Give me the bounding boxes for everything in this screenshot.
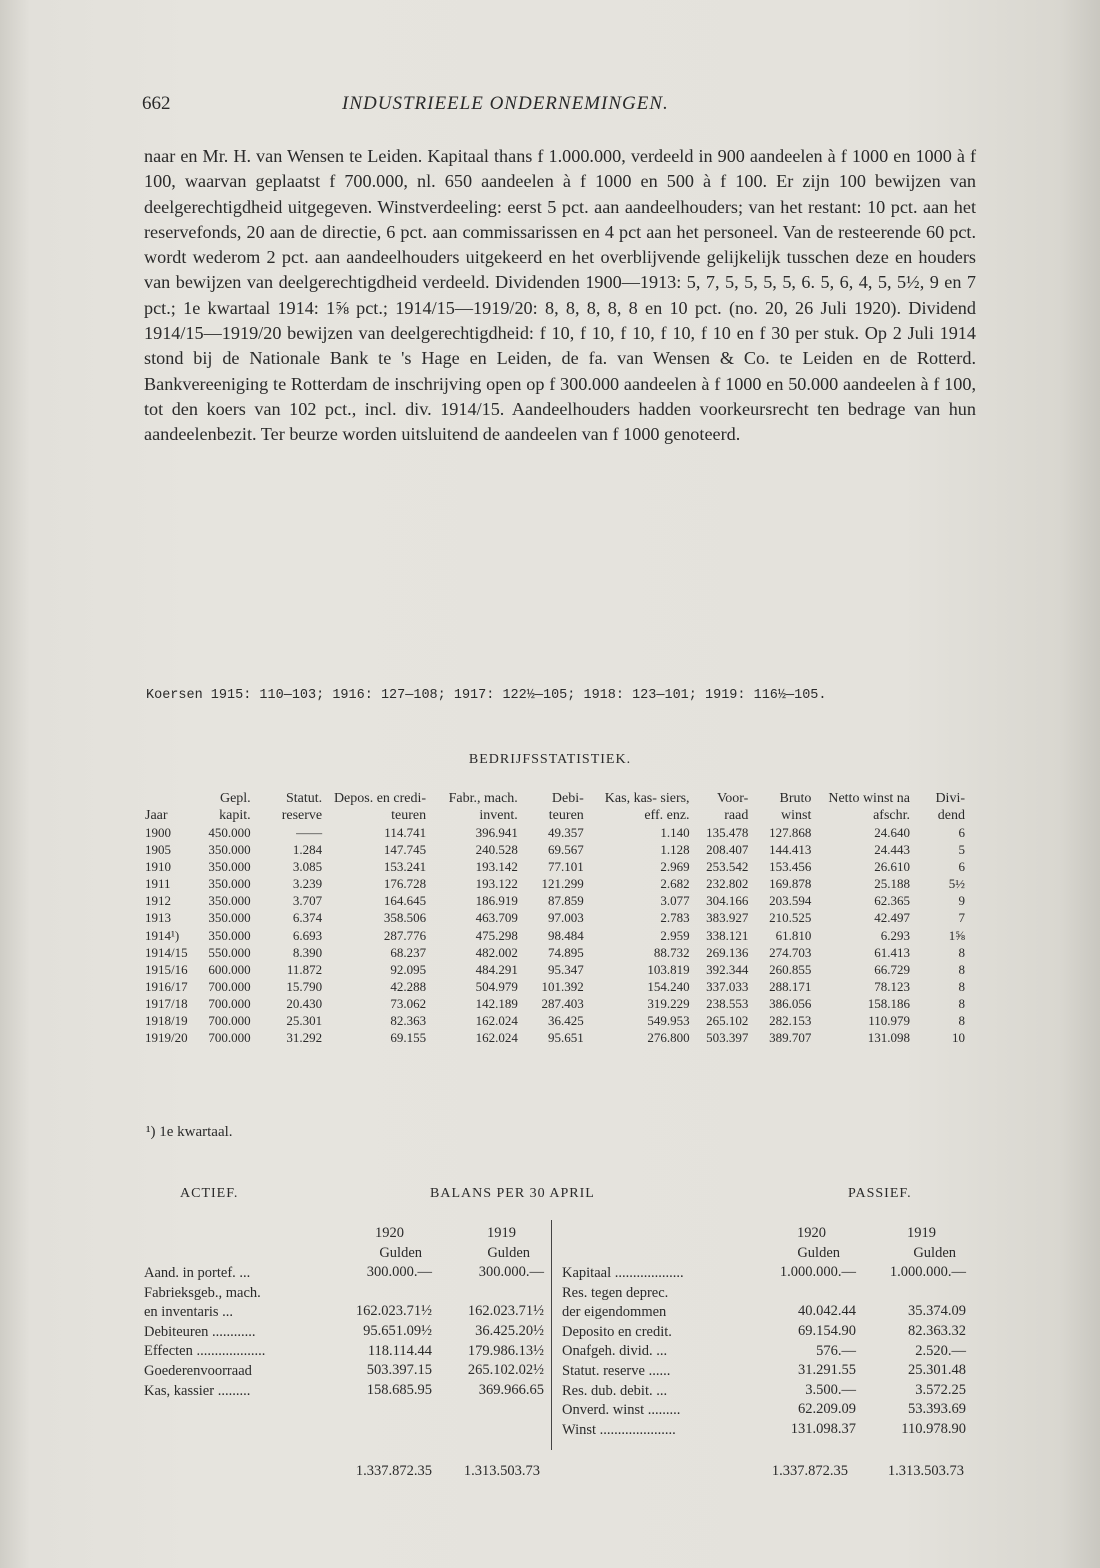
table-cell: 6 — [958, 859, 965, 875]
unit-header: Gulden — [487, 1244, 530, 1261]
table-cell: 95.651 — [548, 1030, 584, 1046]
table-cell: 503.397 — [706, 1030, 749, 1046]
table-cell: 68.237 — [390, 944, 427, 960]
column-header: Jaar — [145, 808, 168, 823]
table-row — [142, 824, 968, 841]
table-cell: 6.693 — [292, 927, 323, 943]
table-cell: 7 — [958, 910, 965, 926]
actief-1920-values — [336, 1263, 432, 1400]
table-cell: 319.229 — [647, 995, 690, 1011]
table-cell: 338.121 — [706, 927, 749, 943]
column-header: Gepl. kapit. — [219, 791, 251, 823]
column-header: Voor- raad — [716, 791, 749, 823]
table-cell: 153.456 — [769, 859, 812, 875]
table-row — [142, 909, 968, 926]
table-cell: 482.002 — [475, 944, 518, 960]
table-cell: 1914/15 — [145, 944, 188, 960]
balance-value: 179.986.13½ — [467, 1342, 544, 1359]
body-paragraph: naar en Mr. H. van Wensen te Leiden. Kapitaal thans f 1.000.000, verdeeld in 900 aandeelen à f 1000 en 1000 à f 100, waarvan geplaatst f 700.000, nl. 650 aandeelen à f 1000 en 500 à f 100. Er zijn 100 bewijzen van deelgerechtigdheid uitgegeven. Winstverdeeling: eerst 5 pct. aan aandeelhouders; van het restant: 10 pct. aan het reservefonds, 20 aan de directie, 6 pct. aan commissarissen en 4 pct aan het personeel. Van de resteerende 60 pct. wordt wederom 2 pct. aan aandeelhouders uitgekeerd en het overblijvende gelijkelijk tusschen deze en houders van bewijzen van deelgerechtigdheid verdeeld. Dividenden 1900—1913: 5, 7, 5, 5, 5, 5, 6. 5, 6, 4, 5, 5½, 9 en 7 pct.; 1e kwartaal 1914: 1⅝ pct.; 1914/15—1919/20: 8, 8, 8, 8, 8 en 10 pct. (no. 20, 26 Juli 1920). Dividend 1914/15—1919/20 bewijzen van deelgerechtigdheid: f 10, f 10, f 10, f 10, f 10 en f 30 per stuk. Op 2 Juli 1914 stond bij de Nationale Bank te 's Hage en Leiden, de fa. van Wensen & Co. te Leiden en de Rotterd. Bankvereeniging te Rotterdam de inschrijving open op f 300.000 aandeelen à f 1000 en 50.000 aandeelen à f 100, tot den koers van 102 pct., incl. div. 1914/15. Aandeelhouders hadden voorkeursrecht ten bedrage van hun aandeelenbezit. Ter beurze worden uitsluitend de aandeelen van f 1000 genoteerd. — [144, 146, 976, 445]
passief-labels — [562, 1264, 762, 1440]
table-cell: 350.000 — [208, 876, 251, 892]
table-cell: 396.941 — [475, 825, 518, 840]
balance-value: 118.114.44 — [367, 1342, 432, 1359]
table-cell: 36.425 — [548, 1013, 584, 1029]
table-cell: 144.413 — [769, 842, 812, 858]
balance-divider — [551, 1220, 552, 1450]
table-cell: 203.594 — [769, 893, 812, 909]
table-cell: 169.878 — [769, 876, 812, 892]
business-statistics-table — [142, 790, 968, 1046]
table-cell: 11.872 — [286, 961, 323, 977]
unit-header: Gulden — [913, 1244, 956, 1261]
table-row — [142, 875, 968, 892]
table-cell: 142.189 — [475, 995, 518, 1011]
table-cell: 287.403 — [541, 995, 584, 1011]
table-cell: 74.895 — [548, 944, 584, 960]
table-cell: 450.000 — [208, 825, 251, 840]
table-cell: 61.413 — [874, 944, 910, 960]
balance-line-label: en inventaris ... — [144, 1304, 233, 1321]
column-header: Netto winst na afschr. — [828, 791, 910, 823]
balance-value: 158.685.95 — [366, 1381, 432, 1398]
table-cell: 78.123 — [874, 978, 910, 994]
table-cell: 1919/20 — [145, 1030, 188, 1046]
table-cell: 700.000 — [208, 1013, 251, 1029]
balance-line-label: Effecten ................... — [144, 1343, 266, 1360]
table-cell: 240.528 — [475, 842, 518, 858]
table-cell: 176.728 — [383, 876, 427, 892]
table-cell: 304.166 — [706, 893, 749, 909]
table-cell: 238.553 — [706, 995, 749, 1011]
column-header: Divi- dend — [935, 791, 965, 823]
table-cell: 208.407 — [706, 842, 749, 858]
balance-value: 62.209.09 — [798, 1401, 856, 1418]
table-cell: 700.000 — [208, 1030, 251, 1046]
table-cell: 3.085 — [292, 859, 323, 875]
total-passief-1919: 1.313.503.73 — [887, 1463, 964, 1479]
table-cell: 61.810 — [775, 927, 812, 943]
table-cell: 350.000 — [208, 859, 251, 875]
table-cell: 131.098 — [867, 1030, 910, 1046]
balance-line-label: Fabrieksgeb., mach. — [144, 1284, 261, 1301]
table-cell: 3.707 — [292, 893, 323, 909]
table-cell: 98.484 — [548, 927, 584, 943]
balance-value: 369.966.65 — [478, 1381, 544, 1398]
table-cell: 504.979 — [475, 978, 518, 994]
table-cell: 276.800 — [647, 1030, 690, 1046]
column-header: Kas, kas- siers, eff. enz. — [604, 791, 690, 823]
year-header: 1920 — [375, 1225, 404, 1241]
balance-value: 40.042.44 — [798, 1303, 856, 1320]
table-row — [142, 995, 968, 1012]
table-cell: 87.859 — [548, 893, 584, 909]
balance-value: 162.023.71½ — [467, 1303, 544, 1320]
table-cell: 8 — [958, 1013, 965, 1029]
company-description — [144, 144, 976, 448]
balance-value: 3.572.25 — [915, 1381, 966, 1398]
table-cell: 269.136 — [706, 944, 749, 960]
unit-header: Gulden — [379, 1244, 422, 1261]
table-cell: 475.298 — [475, 927, 518, 943]
table-cell: 20.430 — [286, 995, 323, 1011]
table-cell: 69.155 — [390, 1030, 427, 1046]
table-cell: 114.741 — [384, 825, 427, 840]
table-cell: 1910 — [145, 859, 171, 875]
table-cell: 2.682 — [660, 876, 690, 892]
table-cell: 549.953 — [647, 1013, 690, 1029]
page-number: 662 — [142, 93, 171, 114]
balance-line-label: Statut. reserve ...... — [562, 1362, 671, 1379]
table-cell: 1.128 — [660, 842, 690, 858]
balance-value: 1.000.000.— — [779, 1264, 856, 1281]
table-cell: 31.292 — [286, 1030, 323, 1046]
table-cell: 77.101 — [548, 859, 584, 875]
table-row — [142, 961, 968, 978]
footnote: ¹) 1e kwartaal. — [146, 1124, 233, 1140]
balance-value: 25.301.48 — [908, 1362, 966, 1379]
balance-line-label: Debiteuren ............ — [144, 1323, 256, 1340]
balance-actief-label: ACTIEF. — [180, 1186, 239, 1201]
table-header-row — [142, 790, 968, 824]
total-actief-1920: 1.337.872.35 — [355, 1463, 432, 1479]
table-cell: 1916/17 — [145, 978, 188, 994]
table-body — [142, 824, 968, 1046]
table-cell: 386.056 — [769, 995, 812, 1011]
table-cell: 350.000 — [208, 927, 251, 943]
table-cell: 1917/18 — [145, 995, 188, 1011]
balance-value: 82.363.32 — [908, 1322, 966, 1339]
table-cell: 484.291 — [475, 961, 518, 977]
table-cell: 232.802 — [706, 876, 749, 892]
balance-value: 300.000.— — [478, 1264, 544, 1281]
balance-value: 576.— — [816, 1342, 856, 1359]
balance-value: 2.520.— — [915, 1342, 966, 1359]
year-header: 1919 — [487, 1225, 516, 1241]
column-header: Depos. en credi- teuren — [333, 791, 427, 823]
balance-line-label: Winst ..................... — [562, 1421, 676, 1438]
table-cell: 1911 — [145, 876, 171, 892]
balance-line-label: Kapitaal ................... — [562, 1265, 684, 1281]
table-cell: 186.919 — [475, 893, 518, 909]
passief-1920-column — [756, 1224, 856, 1440]
table-cell: 700.000 — [208, 995, 251, 1011]
table-cell: 1915/16 — [145, 961, 188, 977]
table-cell: 6.374 — [292, 910, 323, 926]
table-cell: 103.819 — [647, 961, 690, 977]
table-cell: 25.188 — [874, 876, 910, 892]
table-cell: 101.392 — [541, 978, 584, 994]
table-cell: 550.000 — [208, 944, 251, 960]
balance-value: 95.651.09½ — [363, 1322, 432, 1339]
table-cell: 350.000 — [208, 910, 251, 926]
table-cell: 260.855 — [769, 961, 812, 977]
balance-value: 110.978.90 — [901, 1420, 966, 1437]
balance-line-label: Aand. in portef. ... — [144, 1265, 251, 1281]
table-row — [142, 1012, 968, 1029]
table-cell: 110.979 — [868, 1013, 910, 1029]
year-header: 1919 — [907, 1225, 936, 1241]
table-cell: 135.478 — [706, 825, 749, 840]
balance-value: 300.000.— — [366, 1264, 432, 1281]
table-cell: 1918/19 — [145, 1013, 188, 1029]
table-cell: 3.077 — [660, 893, 690, 909]
table-cell: 358.506 — [383, 910, 427, 926]
balance-value: 503.397.15 — [366, 1362, 432, 1379]
table-cell: 288.171 — [769, 978, 812, 994]
table-cell: 8.390 — [292, 944, 323, 960]
table-cell: 1912 — [145, 893, 171, 909]
unit-header: Gulden — [797, 1244, 840, 1261]
table-cell: 265.102 — [706, 1013, 749, 1029]
table-row — [142, 978, 968, 995]
actief-labels — [144, 1264, 334, 1401]
year-header: 1920 — [797, 1225, 826, 1241]
table-cell: 73.062 — [390, 995, 427, 1011]
table-cell: —— — [296, 825, 323, 840]
table-cell: 88.732 — [653, 944, 690, 960]
balance-line-label: Kas, kassier ......... — [144, 1382, 251, 1399]
balance-value: 3.500.— — [805, 1381, 856, 1398]
table-cell: 700.000 — [208, 978, 251, 994]
table-cell: 1900 — [145, 825, 171, 840]
table-cell: 383.927 — [706, 910, 749, 926]
table-cell: 350.000 — [208, 893, 251, 909]
table-cell: 154.240 — [647, 978, 690, 994]
total-actief-1919: 1.313.503.73 — [463, 1463, 540, 1479]
table-cell: 193.122 — [475, 876, 518, 892]
passief-1920-values — [756, 1263, 856, 1439]
total-passief-1920: 1.337.872.35 — [771, 1463, 848, 1479]
table-cell: 26.610 — [874, 859, 910, 875]
balance-value: 131.098.37 — [790, 1420, 856, 1437]
balance-value: 162.023.71½ — [355, 1303, 432, 1320]
table-cell: 121.299 — [541, 876, 584, 892]
actief-1919-values — [440, 1263, 544, 1400]
table-row — [142, 1029, 968, 1046]
balance-value: 36.425.20½ — [475, 1322, 544, 1339]
column-header: Debi- teuren — [548, 791, 584, 823]
table-row — [142, 927, 968, 944]
table-cell: 5 — [958, 842, 965, 858]
table-cell: 253.542 — [706, 859, 749, 875]
table-cell: 193.142 — [475, 859, 518, 875]
table-cell: 97.003 — [548, 910, 584, 926]
table-row — [142, 841, 968, 858]
column-header: Bruto winst — [779, 791, 812, 823]
table-cell: 95.347 — [548, 961, 584, 977]
table-cell: 15.790 — [286, 978, 323, 994]
balance-value: 35.374.09 — [908, 1303, 966, 1320]
table-cell: 8 — [958, 944, 965, 960]
table-cell: 24.443 — [874, 842, 910, 858]
table-cell: 5½ — [948, 876, 965, 892]
table-cell: 25.301 — [286, 1013, 323, 1029]
table-cell: 392.344 — [706, 961, 749, 977]
table-cell: 82.363 — [390, 1013, 427, 1029]
table-cell: 389.707 — [769, 1030, 812, 1046]
table-cell: 6.293 — [880, 927, 910, 943]
balance-value: 53.393.69 — [908, 1401, 966, 1418]
table-cell: 8 — [958, 961, 965, 977]
table-cell: 42.497 — [874, 910, 910, 926]
balance-line-label: Res. dub. debit. ... — [562, 1382, 668, 1399]
table-row — [142, 944, 968, 961]
table-cell: 69.567 — [548, 842, 584, 858]
passief-1919-column — [862, 1224, 966, 1440]
table-cell: 153.241 — [383, 859, 427, 875]
table-cell: 92.095 — [390, 961, 427, 977]
running-header — [142, 93, 972, 117]
balance-value: 265.102.02½ — [467, 1362, 544, 1379]
table-cell: 8 — [958, 978, 965, 994]
table-cell: 2.959 — [660, 927, 690, 943]
table-cell: 62.365 — [874, 893, 910, 909]
passief-1919-values — [862, 1263, 966, 1439]
balance-line-label: Res. tegen deprec. — [562, 1284, 669, 1301]
table-cell: 282.153 — [769, 1013, 812, 1029]
table-cell: 463.709 — [475, 910, 518, 926]
table-cell: 350.000 — [208, 842, 251, 858]
share-prices-line: Koersen 1915: 110—103; 1916: 127—108; 1917: 122½—105; 1918: 123—101; 1919: 116½—105. — [146, 688, 827, 703]
balance-value: 69.154.90 — [798, 1322, 856, 1339]
balance-value: 31.291.55 — [798, 1362, 856, 1379]
table-cell: 24.640 — [874, 825, 910, 840]
table-cell: 66.729 — [874, 961, 910, 977]
balance-value — [862, 1283, 966, 1303]
table-cell: 337.033 — [706, 978, 749, 994]
table-cell: 210.525 — [769, 910, 812, 926]
balance-line-label: Deposito en credit. — [562, 1323, 672, 1340]
table-cell: 127.868 — [769, 825, 812, 840]
table-cell: 1.140 — [660, 825, 690, 840]
table-cell: 2.783 — [660, 910, 690, 926]
actief-1920-column — [336, 1224, 432, 1400]
balance-line-label: Onverd. winst ......... — [562, 1402, 681, 1419]
table-cell: 10 — [952, 1030, 965, 1046]
table-cell: 287.776 — [383, 927, 427, 943]
balance-value — [756, 1283, 856, 1303]
table-cell: 9 — [958, 893, 965, 909]
table-cell: 147.745 — [383, 842, 427, 858]
balance-value — [336, 1283, 432, 1303]
table-cell: 1914¹) — [145, 927, 180, 943]
table-cell: 164.645 — [383, 893, 427, 909]
table-cell: 600.000 — [208, 961, 251, 977]
balance-passief-label: PASSIEF. — [848, 1186, 912, 1201]
column-header: Statut. reserve — [281, 791, 323, 823]
column-header: Fabr., mach. invent. — [448, 791, 518, 823]
table-cell: 49.357 — [548, 825, 584, 840]
table-cell: 274.703 — [769, 944, 812, 960]
table-row — [142, 892, 968, 909]
table-cell: 2.969 — [660, 859, 690, 875]
stats-title: BEDRIJFSSTATISTIEK. — [468, 752, 632, 767]
table-cell: 3.239 — [292, 876, 323, 892]
running-title: INDUSTRIEELE ONDERNEMINGEN. — [342, 93, 669, 114]
table-cell: 1905 — [145, 842, 171, 858]
table-cell: 42.288 — [390, 978, 427, 994]
balance-value: 1.000.000.— — [889, 1264, 966, 1281]
table-cell: 1.284 — [292, 842, 323, 858]
balance-line-label: Onafgeh. divid. ... — [562, 1343, 668, 1360]
table-cell: 162.024 — [475, 1030, 518, 1046]
table-cell: 162.024 — [475, 1013, 518, 1029]
table-row — [142, 858, 968, 875]
table-cell: 1913 — [145, 910, 171, 926]
table-cell: 6 — [958, 825, 965, 840]
balance-line-label: Goederenvoorraad — [144, 1362, 252, 1379]
balance-value — [440, 1283, 544, 1303]
table-cell: 8 — [958, 995, 965, 1011]
balance-line-label: der eigendommen — [562, 1304, 667, 1321]
balance-title: BALANS PER 30 APRIL — [430, 1186, 595, 1201]
table-cell: 1⅝ — [948, 927, 965, 943]
table-cell: 158.186 — [867, 995, 910, 1011]
actief-1919-column — [440, 1224, 544, 1400]
